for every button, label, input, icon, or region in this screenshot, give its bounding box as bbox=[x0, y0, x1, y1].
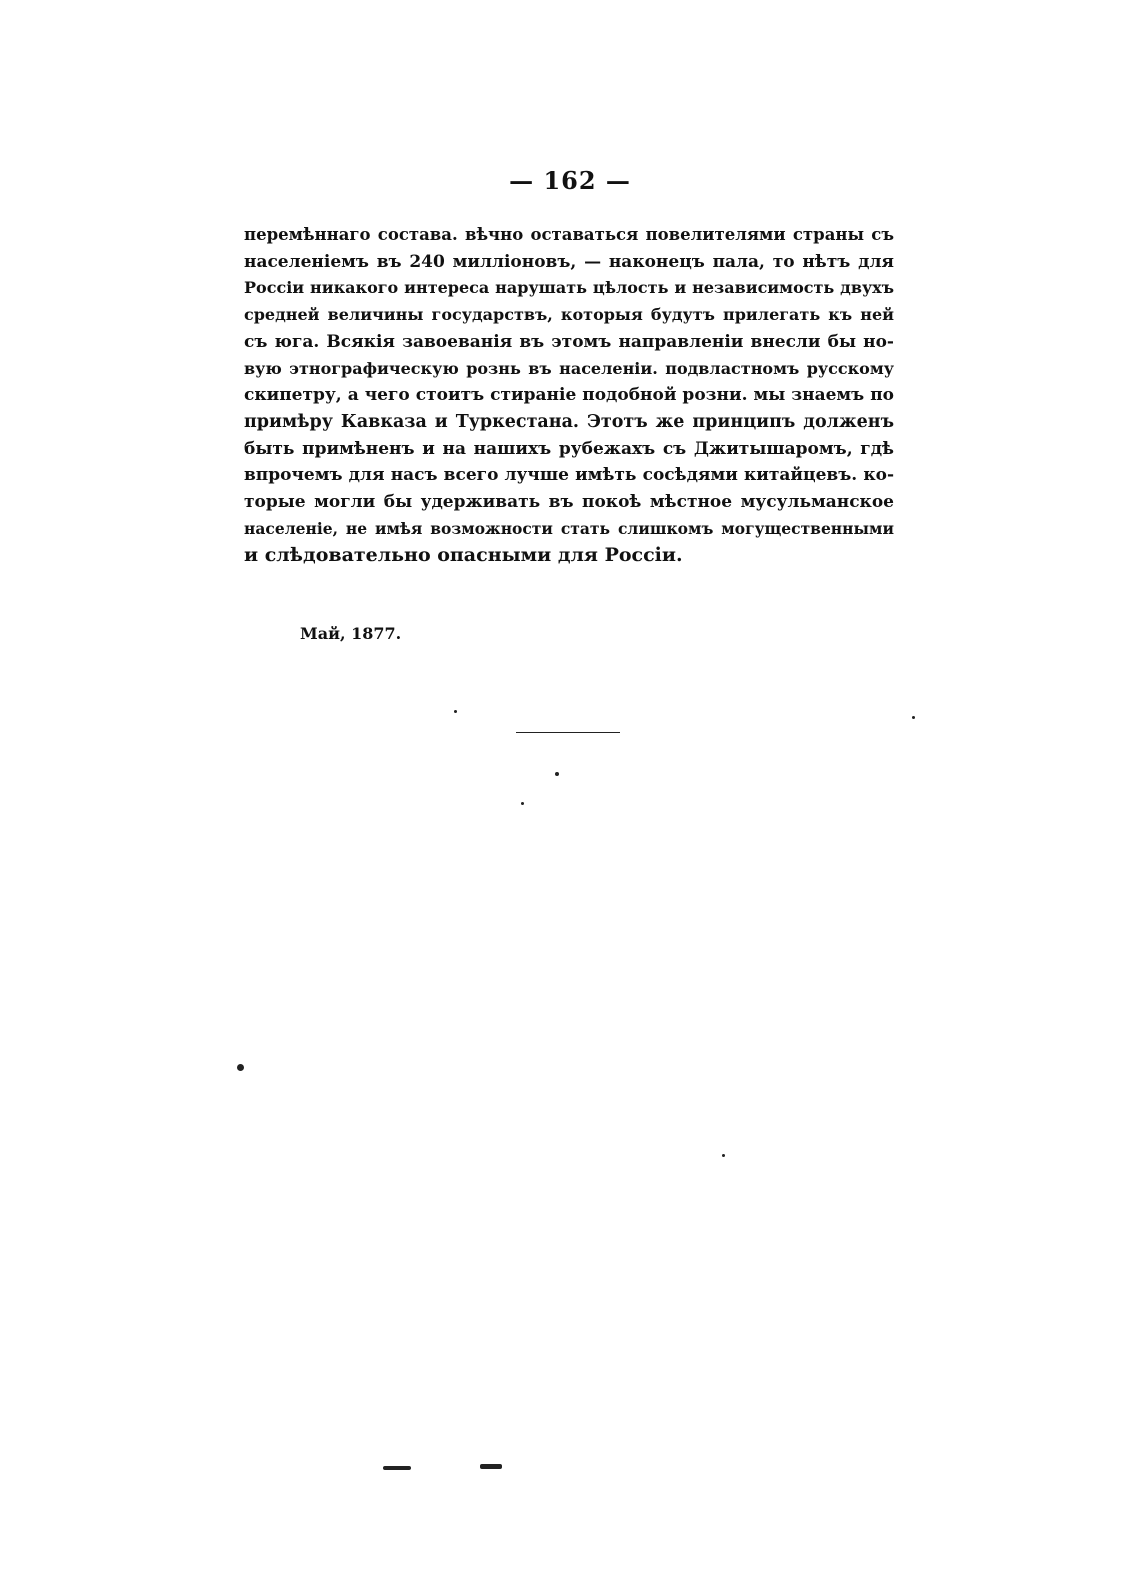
scan-speck bbox=[454, 710, 457, 713]
scan-speck bbox=[722, 1154, 725, 1157]
scan-speck bbox=[555, 772, 559, 776]
page-number: — 162 — bbox=[509, 166, 631, 195]
text-line: средней величины государствъ, которыя будутъ прилегать къ ней bbox=[244, 305, 894, 325]
scan-speck bbox=[521, 802, 524, 805]
end-rule bbox=[516, 732, 620, 733]
text-line: быть примѣненъ и на нашихъ рубежахъ съ Джитышаромъ, гдѣ bbox=[244, 438, 894, 459]
scan-blot bbox=[480, 1464, 502, 1469]
text-line: съ юга. Всякія завоеванія въ этомъ направленіи внесли бы но- bbox=[244, 331, 894, 352]
text-line: вую этнографическую рознь въ населеніи. подвластномъ русскому bbox=[244, 358, 894, 378]
scan-speck bbox=[237, 1064, 244, 1071]
body-text bbox=[244, 222, 894, 569]
text-line: населеніемъ въ 240 милліоновъ, — наконецъ пала, то нѣтъ для bbox=[244, 251, 894, 272]
dateline: Май, 1877. bbox=[300, 624, 402, 643]
text-line: торые могли бы удерживать въ покоѣ мѣстное мусульманское bbox=[244, 492, 894, 513]
text-line: скипетру, а чего стоитъ стираніе подобной розни. мы знаемъ по bbox=[244, 385, 894, 406]
text-line: примѣру Кавказа и Туркестана. Этотъ же принципъ долженъ bbox=[244, 411, 894, 432]
text-line: Россіи никакого интереса нарушать цѣлость и независимость двухъ bbox=[244, 278, 894, 298]
scan-speck bbox=[912, 716, 915, 719]
text-line: и слѣдовательно опасными для Россіи. bbox=[244, 544, 683, 567]
text-line: перемѣннаго состава. вѣчно оставаться повелителями страны съ bbox=[244, 225, 894, 244]
text-line: впрочемъ для насъ всего лучше имѣть сосѣдями китайцевъ. ко- bbox=[244, 465, 894, 486]
text-line: населеніе, не имѣя возможности стать слишкомъ могущественными bbox=[244, 518, 894, 538]
scan-blot bbox=[383, 1466, 411, 1470]
